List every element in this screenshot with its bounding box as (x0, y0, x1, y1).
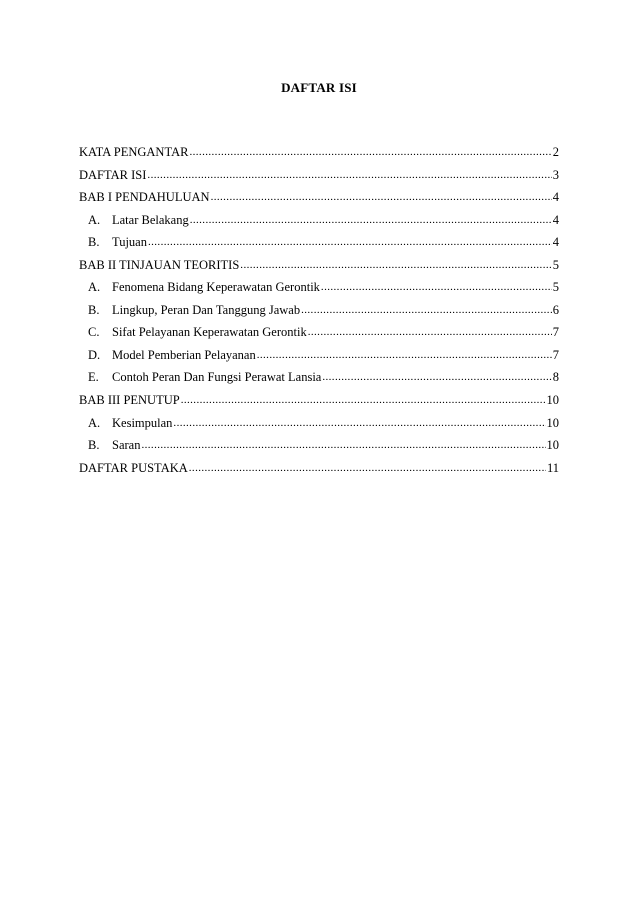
dot-leader (322, 366, 551, 388)
toc-entry-page: 10 (546, 393, 559, 408)
toc-subentry-latar-belakang (79, 209, 559, 232)
toc-entry-letter: C. (88, 325, 100, 340)
toc-subentry-model-pemberian (79, 344, 559, 367)
toc-entry-bab-2 (79, 254, 559, 277)
toc-entry-page: 7 (552, 347, 559, 362)
toc-entry-label: DAFTAR PUSTAKA (79, 460, 188, 475)
dot-leader (189, 457, 546, 479)
toc-entry-bab-1 (79, 186, 559, 209)
toc-entry-page: 5 (552, 280, 559, 295)
dot-leader (189, 141, 551, 163)
toc-entry-daftar-pustaka (79, 457, 559, 480)
toc-entry-letter: D. (88, 347, 101, 362)
toc-entry-page: 4 (552, 190, 559, 205)
toc-entry-page: 4 (552, 212, 559, 227)
toc-entry-label: DAFTAR ISI (79, 167, 147, 182)
toc-entry-label: Sifat Pelayanan Keperawatan Gerontik (112, 325, 307, 340)
toc-entry-label: Tujuan (112, 235, 147, 250)
toc-entry-page: 10 (546, 415, 559, 430)
dot-leader (301, 299, 552, 321)
toc-subentry-tujuan (79, 231, 559, 254)
toc-entry-label: Latar Belakang (112, 212, 189, 227)
toc-entry-page: 5 (552, 257, 559, 272)
toc-subentry-saran (79, 434, 559, 457)
page-title: DAFTAR ISI (281, 80, 357, 95)
toc-entry-letter: B. (88, 302, 100, 317)
toc-entry-page: 4 (552, 235, 559, 250)
toc-entry-page: 3 (552, 167, 559, 182)
toc-entry-page: 8 (552, 370, 559, 385)
toc-entry-label: KATA PENGANTAR (79, 145, 189, 159)
dot-leader (148, 231, 552, 253)
dot-leader (211, 186, 552, 208)
dot-leader (173, 412, 545, 434)
dot-leader (308, 321, 552, 343)
toc-entry-daftar-isi (79, 164, 559, 187)
toc-entry-page: 11 (546, 460, 559, 475)
toc-subentry-fenomena (79, 276, 559, 299)
toc-entry-label: Fenomena Bidang Keperawatan Gerontik (112, 280, 320, 295)
toc-subentry-kesimpulan (79, 412, 559, 435)
toc-entry-letter: A. (88, 280, 101, 295)
toc-subentry-sifat-pelayanan (79, 321, 559, 344)
toc-entry-letter: B. (88, 235, 100, 250)
dot-leader (257, 344, 552, 366)
toc-entry-label: Model Pemberian Pelayanan (112, 347, 256, 362)
toc-entry-page: 6 (552, 302, 559, 317)
toc-entry-letter: A. (88, 212, 101, 227)
toc-entry-label: BAB III PENUTUP (79, 393, 180, 408)
dot-leader (147, 164, 551, 186)
toc-entry-letter: E. (88, 370, 99, 385)
toc-entry-letter: B. (88, 438, 100, 453)
toc-entry-label: Lingkup, Peran Dan Tanggung Jawab (112, 302, 301, 317)
toc-entry-page: 7 (552, 325, 559, 340)
toc-entry-label: BAB I PENDAHULUAN (79, 190, 210, 205)
toc-entry-label: Kesimpulan (112, 415, 173, 430)
dot-leader (141, 434, 545, 456)
dot-leader (190, 209, 552, 231)
toc-entry-label: BAB II TINJAUAN TEORITIS (79, 257, 240, 272)
toc-entry-letter: A. (88, 415, 101, 430)
toc-entry-label: Saran (112, 438, 141, 453)
toc-entry-page: 2 (552, 145, 559, 159)
toc-entry-bab-3 (79, 389, 559, 412)
toc-subentry-lingkup (79, 299, 559, 322)
toc-entry-kata-pengantar (79, 141, 559, 164)
dot-leader (240, 254, 551, 276)
toc-entry-label: Contoh Peran Dan Fungsi Perawat Lansia (112, 370, 322, 385)
dot-leader (181, 389, 546, 411)
table-of-contents (79, 141, 559, 479)
toc-entry-page: 10 (546, 438, 559, 453)
dot-leader (321, 276, 552, 298)
toc-subentry-contoh-peran (79, 366, 559, 389)
